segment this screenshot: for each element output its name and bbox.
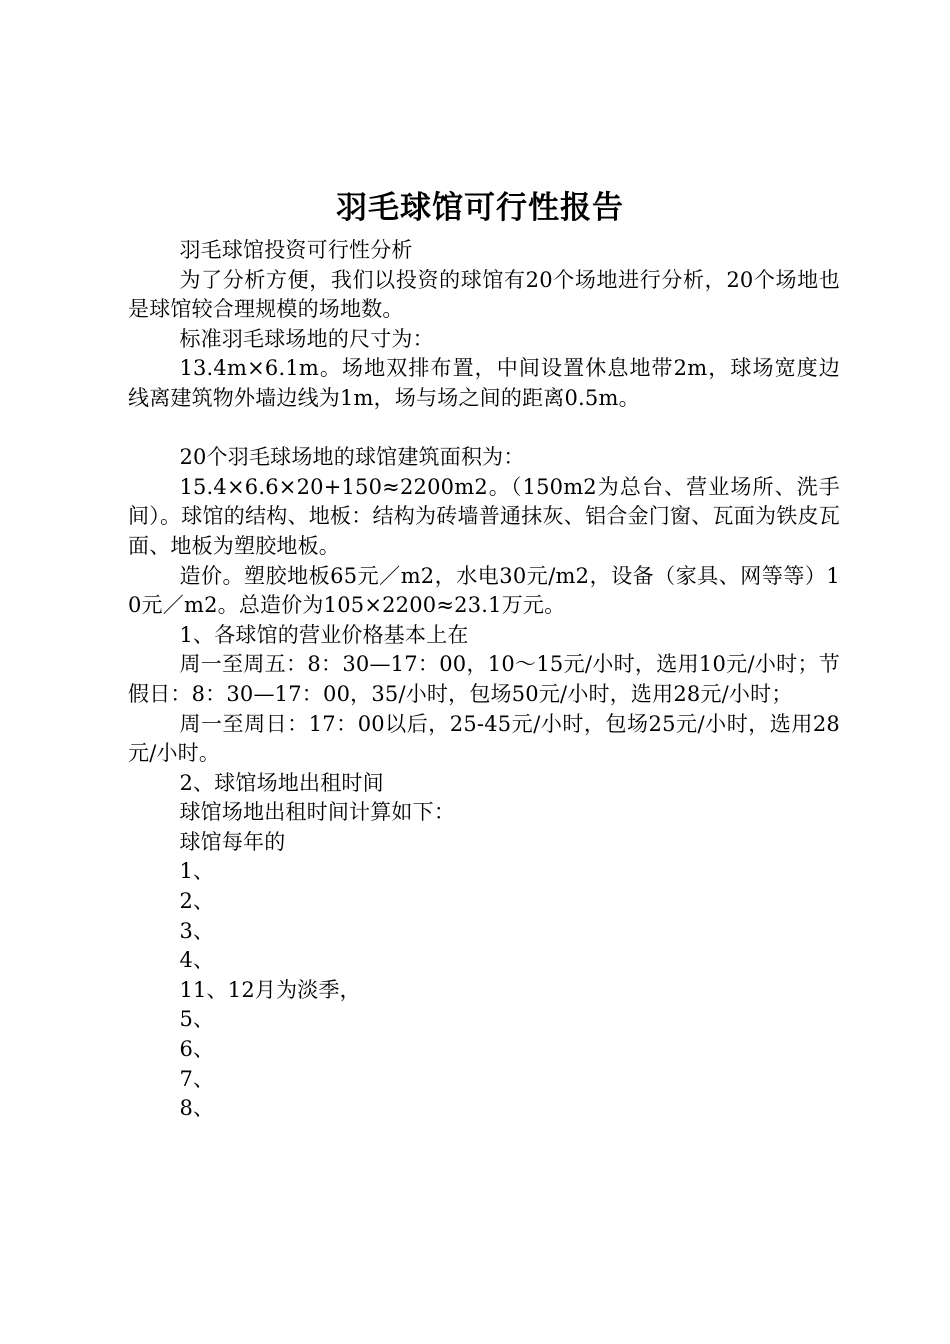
paragraph: 2、球馆场地出租时间: [179, 770, 384, 795]
paragraph: 标准羽毛球场地的尺寸为：: [179, 326, 434, 351]
list-item: 8、: [179, 1096, 215, 1121]
list-item: 6、: [179, 1037, 215, 1062]
paragraph: 造价。塑胶地板65元／m2，水电30元/m2，设备（家具、网等等）10元／m2。总造价为105×2200≈23.1万元。: [128, 563, 840, 618]
paragraph: 周一至周五：8：30—17：00，10～15元/小时，选用10元/小时；节假日：8：30—17：00，35/小时，包场50元/小时，选用28元/小时；: [128, 652, 840, 706]
document-title: 羽毛球馆可行性报告: [336, 190, 624, 226]
paragraph: 球馆场地出租时间计算如下：: [179, 800, 456, 825]
list-item: 1、: [179, 859, 215, 884]
paragraph: 羽毛球馆投资可行性分析: [179, 238, 413, 262]
list-item: 3、: [179, 918, 215, 943]
paragraph: 15.4×6.6×20+150≈2200m2。（150m2为总台、营业场所、洗手间）。球馆的结构、地板：结构为砖墙普通抹灰、铝合金门窗、瓦面为铁皮瓦面、地板为塑胶地板。: [128, 474, 840, 558]
paragraph: 为了分析方便，我们以投资的球馆有20个场地进行分析，20个场地也是球馆较合理规模的场地数。: [128, 267, 840, 322]
blank-line: [128, 414, 840, 444]
list-item: 4、: [179, 948, 215, 973]
list-item: 5、: [179, 1007, 215, 1032]
paragraph: 20个羽毛球场地的球馆建筑面积为：: [179, 445, 525, 470]
list-item: 7、: [179, 1066, 215, 1091]
document-body: [128, 236, 840, 1124]
list-item: 11、12月为淡季，: [179, 977, 361, 1002]
paragraph: 1、各球馆的营业价格基本上在: [179, 622, 469, 647]
paragraph: 球馆每年的: [179, 829, 286, 854]
paragraph: 13.4m×6.1m。场地双排布置，中间设置休息地带2m，球场宽度边线离建筑物外墙边线为1m，场与场之间的距离0.5m。: [128, 356, 840, 410]
list-item: 2、: [179, 889, 215, 914]
paragraph: 周一至周日：17：00以后，25-45元/小时，包场25元/小时，选用28元/小时。: [128, 711, 840, 766]
